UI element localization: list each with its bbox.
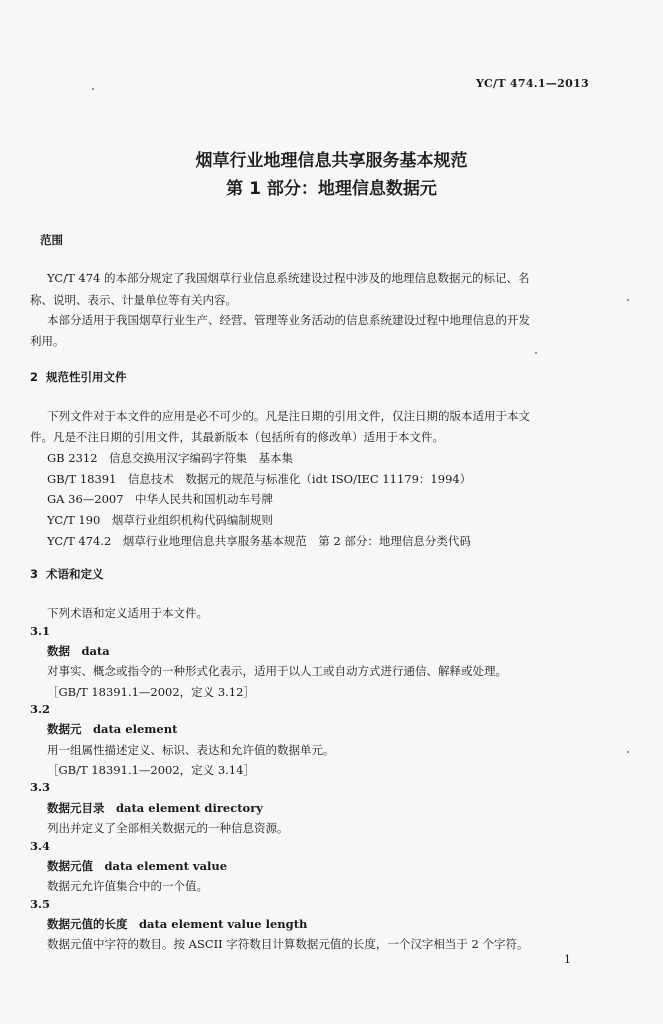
reference-item: GB 2312 信息交换用汉字编码字符集 基本集: [47, 451, 294, 465]
scope-para1-line1: YC/T 474 的本部分规定了我国烟草行业信息系统建设过程中涉及的地理信息数据元的标记、名: [47, 271, 530, 285]
term-name: 数据元值 data element value: [47, 859, 228, 873]
term-definition: 对事实、概念或指令的一种形式化表示，适用于以人工或自动方式进行通信、解释或处理。: [47, 664, 507, 678]
term-number: 3.4: [30, 839, 51, 853]
term-number: 3.2: [30, 702, 51, 716]
term-name: 数据元值的长度 data element value length: [47, 917, 308, 931]
term-definition: 数据元值中字符的数目。按 ASCII 字符数目计算数据元值的长度，一个汉字相当于 2 个字符。: [47, 937, 529, 951]
section-title: 规范性引用文件: [46, 370, 127, 384]
scan-speck: [535, 352, 537, 354]
term-number: 3.3: [30, 780, 51, 794]
page-number: 1: [564, 953, 571, 966]
scan-speck: [627, 751, 629, 753]
reference-item: YC/T 190 烟草行业组织机构代码编制规则: [47, 513, 273, 527]
term-definition: 列出并定义了全部相关数据元的一种信息资源。: [47, 821, 289, 835]
section-heading-terms: [30, 566, 104, 582]
scan-speck: [92, 88, 94, 90]
term-number: 3.5: [30, 897, 51, 911]
references-intro-line1: 下列文件对于本文件的应用是必不可少的。凡是注日期的引用文件，仅注日期的版本适用于本文: [47, 409, 530, 423]
document-subtitle: 第 1 部分：地理信息数据元: [226, 179, 437, 199]
reference-item: GB/T 18391 信息技术 数据元的规范与标准化（idt ISO/IEC 11179：1994）: [47, 472, 472, 486]
references-intro-line2: 件。凡是不注日期的引用文件，其最新版本（包括所有的修改单）适用于本文件。: [30, 430, 444, 444]
reference-item: GA 36—2007 中华人民共和国机动车号牌: [47, 492, 274, 506]
terms-intro: 下列术语和定义适用于本文件。: [47, 606, 208, 620]
scope-para2-line2: 利用。: [30, 334, 65, 348]
term-name: 数据元 data element: [47, 722, 178, 736]
scope-para1-line2: 称、说明、表示、计量单位等有关内容。: [30, 293, 237, 307]
scan-speck: [627, 299, 629, 301]
term-definition: 数据元允许值集合中的一个值。: [47, 879, 208, 893]
section-number: 3: [30, 567, 39, 581]
section-number: 2: [30, 370, 39, 384]
term-definition: 用一组属性描述定义、标识、表达和允许值的数据单元。: [47, 743, 335, 757]
standard-code: YC/T 474.1—2013: [475, 77, 589, 90]
document-title: 烟草行业地理信息共享服务基本规范: [195, 151, 468, 171]
reference-item: YC/T 474.2 烟草行业地理信息共享服务基本规范 第 2 部分：地理信息分类代码: [47, 534, 471, 548]
section-heading-references: [30, 369, 127, 385]
scope-para2-line1: 本部分适用于我国烟草行业生产、经营、管理等业务活动的信息系统建设过程中地理信息的开发: [47, 313, 530, 327]
section-title: 术语和定义: [46, 567, 104, 581]
term-source: ［GB/T 18391.1—2002，定义 3.14］: [47, 763, 255, 777]
term-source: ［GB/T 18391.1—2002，定义 3.12］: [47, 685, 255, 699]
term-number: 3.1: [30, 624, 51, 638]
term-name: 数据元目录 data element directory: [47, 801, 263, 815]
section-heading-scope: 范围: [40, 233, 63, 247]
term-name: 数据 data: [47, 644, 110, 658]
